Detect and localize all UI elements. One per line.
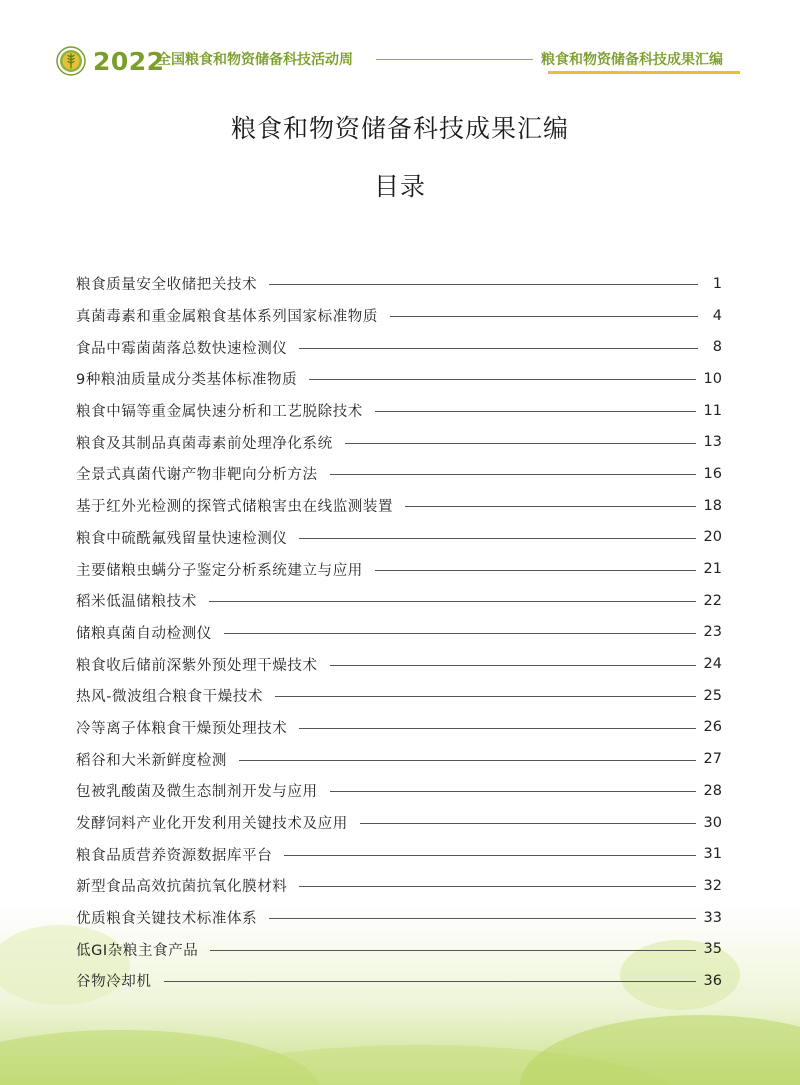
toc-entry-page-number: 30: [703, 814, 722, 831]
toc-leader-line: [269, 918, 695, 919]
toc-leader-line: [284, 855, 695, 856]
toc-entry-page-number: 11: [703, 402, 722, 419]
toc-entry[interactable]: [76, 363, 724, 395]
toc-entry[interactable]: [76, 300, 724, 332]
toc-leader-line: [164, 981, 696, 982]
toc-entry[interactable]: [76, 458, 724, 490]
toc-leader-line: [375, 570, 696, 571]
toc-entry-label: 主要储粮虫螨分子鉴定分析系统建立与应用: [76, 562, 363, 579]
toc-entry-label: 粮食中硫酰氟残留量快速检测仪: [76, 530, 288, 547]
toc-leader-line: [360, 823, 696, 824]
header-year: 2022: [93, 47, 165, 76]
toc-heading: 目录: [373, 172, 426, 201]
toc-entry-page-number: 22: [703, 592, 722, 609]
toc-entry-page-number: 31: [703, 846, 722, 863]
toc-leader-line: [405, 506, 695, 507]
header-publication-title: 粮食和物资储备科技成果汇编: [541, 52, 723, 68]
toc-entry[interactable]: [76, 743, 724, 775]
toc-entry-label: 优质粮食关键技术标准体系: [76, 911, 258, 928]
toc-entry-label: 稻米低温储粮技术: [76, 594, 197, 611]
toc-entry[interactable]: [76, 331, 724, 363]
toc-leader-line: [239, 760, 696, 761]
toc-entry[interactable]: [76, 965, 724, 997]
toc-entry-label: 包被乳酸菌及微生态制剂开发与应用: [76, 784, 318, 801]
toc-entry-label: 食品中霉菌菌落总数快速检测仪: [76, 340, 288, 357]
toc-entry-page-number: 25: [703, 687, 722, 704]
toc-leader-line: [345, 443, 696, 444]
toc-entry[interactable]: [76, 870, 724, 902]
toc-leader-line: [390, 316, 698, 317]
toc-entry-label: 冷等离子体粮食干燥预处理技术: [76, 720, 288, 737]
toc-entry-page-number: 10: [703, 370, 722, 387]
toc-leader-line: [299, 348, 698, 349]
toc-entry-page-number: 20: [703, 529, 722, 546]
toc-entry[interactable]: [76, 807, 724, 839]
toc-entry[interactable]: [76, 268, 724, 300]
toc-entry-label: 粮食品质营养资源数据库平台: [76, 847, 273, 864]
toc-entry-label: 发酵饲料产业化开发利用关键技术及应用: [76, 816, 348, 833]
toc-entry-page-number: 27: [703, 751, 722, 768]
toc-entry-label: 全景式真菌代谢产物非靶向分析方法: [76, 467, 318, 484]
toc-entry-label: 真菌毒素和重金属粮食基体系列国家标准物质: [76, 309, 378, 326]
toc-entry-label: 基于红外光检测的探管式储粮害虫在线监测装置: [76, 499, 394, 516]
toc-entry-page-number: 18: [703, 497, 722, 514]
toc-entry-label: 低GI杂粮主食产品: [76, 942, 199, 959]
document-title: 粮食和物资储备科技成果汇编: [230, 114, 569, 143]
table-of-contents: [76, 268, 724, 997]
toc-entry-label: 粮食中镉等重金属快速分析和工艺脱除技术: [76, 404, 363, 421]
toc-entry-page-number: 28: [703, 782, 722, 799]
toc-entry-page-number: 35: [703, 941, 722, 958]
toc-entry[interactable]: [76, 426, 724, 458]
page-header: [0, 0, 800, 90]
toc-entry-page-number: 23: [703, 624, 722, 641]
toc-entry-label: 稻谷和大米新鲜度检测: [76, 752, 227, 769]
toc-leader-line: [330, 474, 696, 475]
toc-entry-page-number: 13: [703, 434, 722, 451]
toc-entry-label: 谷物冷却机: [76, 974, 152, 991]
toc-entry[interactable]: [76, 933, 724, 965]
toc-leader-line: [269, 284, 698, 285]
toc-entry-label: 9种粮油质量成分类基体标准物质: [76, 372, 298, 389]
toc-entry-label: 粮食收后储前深紫外预处理干燥技术: [76, 657, 318, 674]
wheat-emblem-icon: [56, 46, 86, 76]
toc-entry-label: 粮食及其制品真菌毒素前处理净化系统: [76, 435, 333, 452]
toc-entry[interactable]: [76, 712, 724, 744]
toc-entry[interactable]: [76, 522, 724, 554]
toc-leader-line: [375, 411, 696, 412]
toc-entry-page-number: 33: [703, 909, 722, 926]
toc-entry[interactable]: [76, 553, 724, 585]
toc-leader-line: [224, 633, 696, 634]
toc-entry[interactable]: [76, 648, 724, 680]
toc-leader-line: [299, 538, 695, 539]
toc-entry[interactable]: [76, 838, 724, 870]
toc-entry-page-number: 32: [703, 877, 722, 894]
toc-entry-label: 热风-微波组合粮食干燥技术: [76, 689, 264, 706]
header-accent-bar: [548, 71, 740, 74]
toc-entry-page-number: 1: [712, 275, 722, 292]
toc-leader-line: [330, 791, 696, 792]
toc-entry-page-number: 36: [703, 972, 722, 989]
toc-entry[interactable]: [76, 585, 724, 617]
toc-entry-label: 粮食质量安全收储把关技术: [76, 277, 258, 294]
header-event-title: 全国粮食和物资储备科技活动周: [157, 52, 353, 68]
toc-leader-line: [330, 665, 696, 666]
toc-entry[interactable]: [76, 617, 724, 649]
toc-entry[interactable]: [76, 490, 724, 522]
toc-entry-label: 新型食品高效抗菌抗氧化膜材料: [76, 879, 288, 896]
toc-entry[interactable]: [76, 395, 724, 427]
toc-leader-line: [299, 886, 695, 887]
toc-entry-page-number: 24: [703, 656, 722, 673]
toc-entry-page-number: 8: [712, 339, 722, 356]
toc-entry[interactable]: [76, 902, 724, 934]
toc-leader-line: [275, 696, 696, 697]
toc-entry-page-number: 4: [712, 307, 722, 324]
toc-entry-page-number: 21: [703, 561, 722, 578]
toc-leader-line: [209, 601, 696, 602]
toc-entry[interactable]: [76, 680, 724, 712]
toc-leader-line: [210, 950, 695, 951]
toc-leader-line: [309, 379, 695, 380]
toc-entry-page-number: 26: [703, 719, 722, 736]
toc-entry-page-number: 16: [703, 465, 722, 482]
toc-entry-label: 储粮真菌自动检测仪: [76, 625, 212, 642]
toc-entry[interactable]: [76, 775, 724, 807]
header-divider: [376, 59, 533, 60]
toc-leader-line: [299, 728, 695, 729]
